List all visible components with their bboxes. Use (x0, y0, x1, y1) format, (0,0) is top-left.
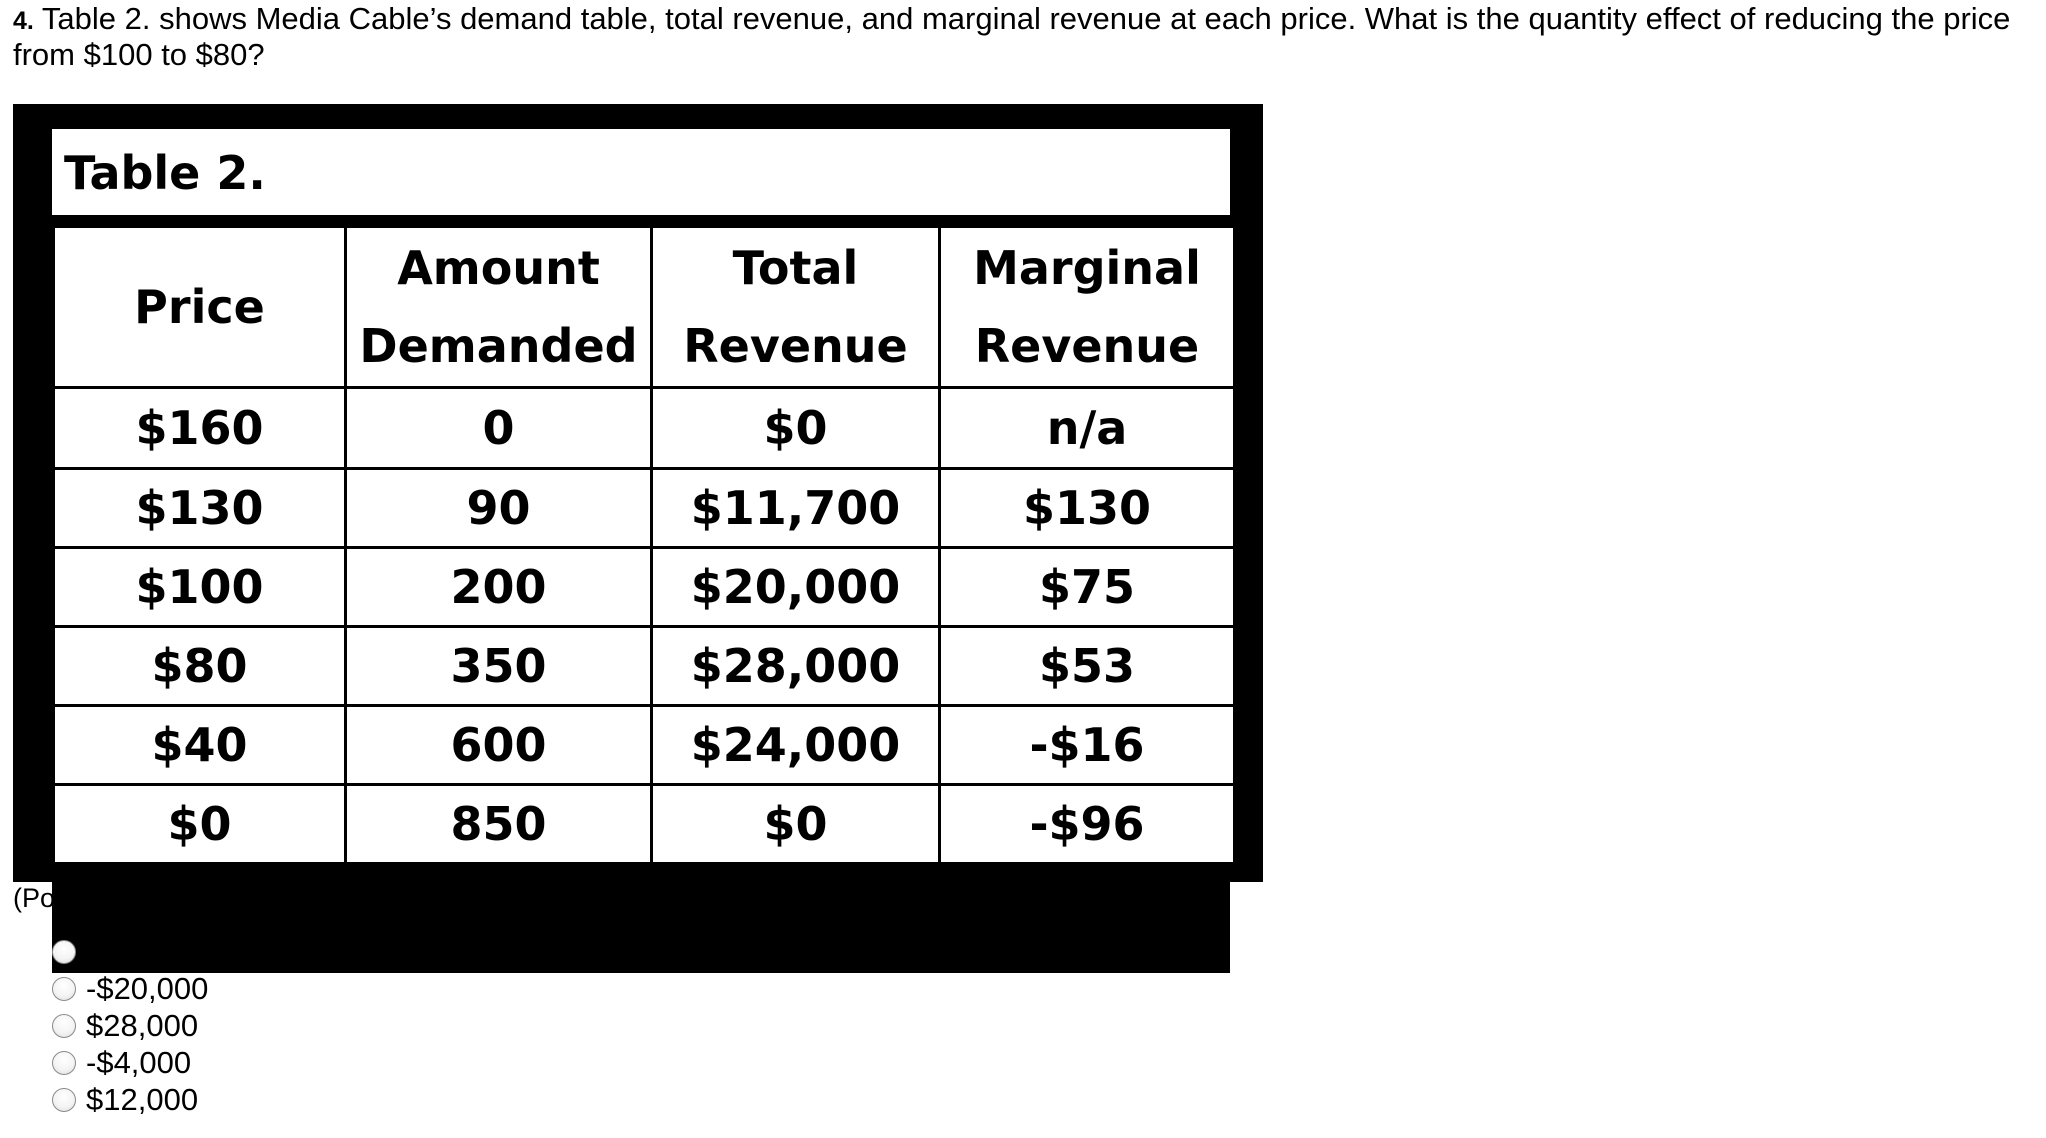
answer-option-label: -$4,000 (86, 1044, 192, 1080)
cell-marginal-revenue: -$16 (941, 707, 1233, 783)
answer-option[interactable] (52, 970, 208, 1007)
answer-options (52, 933, 208, 1118)
cell-amount-demanded: 600 (347, 707, 650, 783)
cell-total-revenue: $28,000 (653, 628, 938, 704)
answer-option[interactable] (52, 1081, 208, 1118)
header-line: Revenue (974, 319, 1200, 373)
answer-option[interactable] (52, 1044, 208, 1081)
cell-price: $80 (55, 628, 344, 704)
header-total-revenue (653, 228, 938, 386)
header-line: Demanded (359, 319, 638, 373)
cell-total-revenue: $24,000 (653, 707, 938, 783)
cell-marginal-revenue: $130 (941, 470, 1233, 546)
radio-button[interactable] (52, 977, 76, 1001)
cell-marginal-revenue: $75 (941, 549, 1233, 625)
cell-price: $0 (55, 786, 344, 862)
cell-amount-demanded: 0 (347, 389, 650, 467)
radio-button[interactable] (52, 1051, 76, 1075)
cell-marginal-revenue: -$96 (941, 786, 1233, 862)
header-line: Revenue (683, 319, 908, 373)
cell-total-revenue: $0 (653, 389, 938, 467)
question-text (13, 2, 2033, 72)
table-title: Table 2. (52, 129, 1230, 215)
cell-price: $100 (55, 549, 344, 625)
cell-amount-demanded: 350 (347, 628, 650, 704)
header-marginal-revenue (941, 228, 1233, 386)
answer-option-label: -$20,000 (86, 970, 209, 1006)
question-body: Table 2. shows Media Cable’s demand table, total revenue, and marginal revenue at each price. What is the quantity effect of reducing the price from $100 to $80? (13, 1, 2011, 72)
answer-option-label: $12,000 (86, 1081, 199, 1117)
cell-marginal-revenue: n/a (941, 389, 1233, 467)
header-amount-demanded (347, 228, 650, 386)
answer-option[interactable] (52, 933, 208, 970)
radio-button[interactable] (52, 940, 76, 964)
cell-total-revenue: $20,000 (653, 549, 938, 625)
points-label: (Points : 8) (13, 883, 144, 913)
cell-marginal-revenue: $53 (941, 628, 1233, 704)
header-price (55, 228, 344, 386)
cell-total-revenue: $11,700 (653, 470, 938, 546)
cell-amount-demanded: 850 (347, 786, 650, 862)
cell-total-revenue: $0 (653, 786, 938, 862)
answer-option-label: $28,000 (86, 1007, 199, 1043)
radio-button[interactable] (52, 1014, 76, 1038)
cell-amount-demanded: 90 (347, 470, 650, 546)
question-number: 4. (13, 7, 34, 35)
header-line: Total (732, 241, 859, 295)
header-price-label: Price (134, 280, 265, 334)
answer-option[interactable] (52, 1007, 208, 1044)
cell-price: $130 (55, 470, 344, 546)
answer-option-label: $4,000 (86, 933, 181, 969)
cell-amount-demanded: 200 (347, 549, 650, 625)
demand-table (52, 225, 1230, 973)
cell-price: $160 (55, 389, 344, 467)
radio-button[interactable] (52, 1088, 76, 1112)
cell-price: $40 (55, 707, 344, 783)
table-image (13, 104, 1263, 882)
header-line: Marginal (973, 241, 1201, 295)
header-line: Amount (397, 241, 600, 295)
